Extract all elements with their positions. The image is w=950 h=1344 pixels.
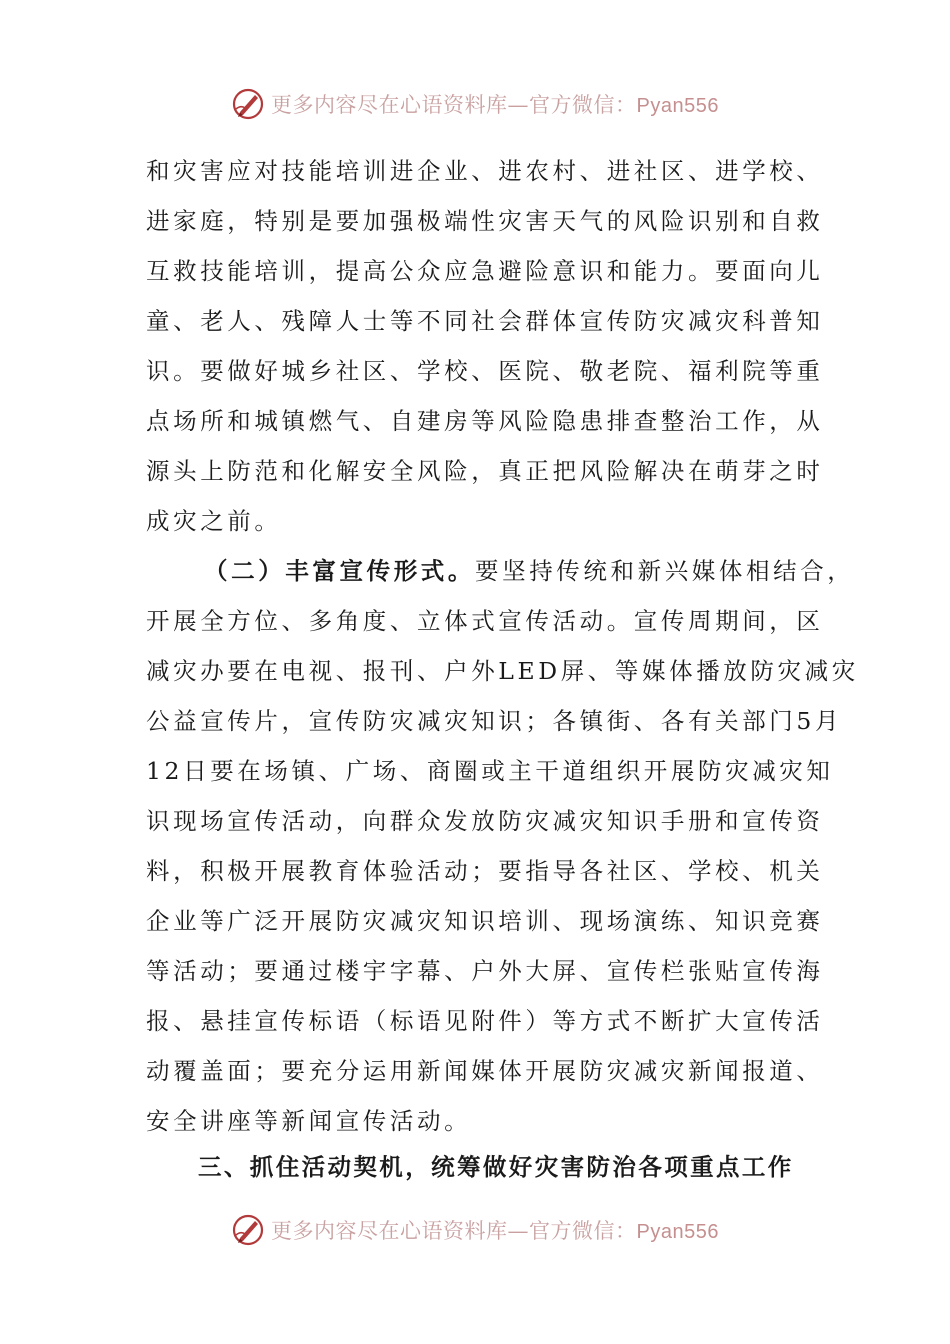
watermark-text — [271, 89, 719, 119]
footer-watermark — [0, 1210, 950, 1250]
text-line: 进家庭，特别是要加强极端性灾害天气的风险识别和自救 — [146, 207, 824, 235]
text-line: 料，积极开展教育体验活动；要指导各社区、学校、机关 — [146, 857, 824, 885]
text-line: 和灾害应对技能培训进企业、进农村、进社区、进学校、 — [146, 157, 824, 185]
section-heading: 三、抓住活动契机，统筹做好灾害防治各项重点工作 — [198, 1153, 794, 1181]
text-line: 公益宣传片，宣传防灾减灾知识；各镇街、各有关部门5月 — [146, 707, 843, 735]
text-line: 12日要在场镇、广场、商圈或主干道组织开展防灾减灾知 — [146, 757, 834, 785]
text-line: 点场所和城镇燃气、自建房等风险隐患排查整治工作，从 — [146, 407, 824, 435]
text-line: 开展全方位、多角度、立体式宣传活动。宣传周期间，区 — [146, 607, 824, 635]
pen-logo-icon — [231, 1213, 265, 1247]
watermark-caption: 更多内容尽在心语资料库—官方微信： — [271, 93, 637, 117]
pen-logo-icon — [231, 87, 265, 121]
watermark-text — [271, 1215, 719, 1245]
text-line: 识现场宣传活动，向群众发放防灾减灾知识手册和宣传资 — [146, 807, 824, 835]
text-line: 成灾之前。 — [146, 507, 282, 535]
text-span: 要坚持传统和新兴媒体相结合， — [475, 557, 855, 585]
text-line: 源头上防范和化解安全风险，真正把风险解决在萌芽之时 — [146, 457, 824, 485]
text-line: 安全讲座等新闻宣传活动。 — [146, 1107, 472, 1135]
text-line: 等活动；要通过楼宇字幕、户外大屏、宣传栏张贴宣传海 — [146, 957, 824, 985]
paragraph-first-line — [146, 546, 855, 596]
subsection-title: （二）丰富宣传形式。 — [204, 557, 475, 585]
text-line: 互救技能培训，提高公众应急避险意识和能力。要面向儿 — [146, 257, 824, 285]
document-body — [146, 146, 859, 1146]
text-line: 动覆盖面；要充分运用新闻媒体开展防灾减灾新闻报道、 — [146, 1057, 824, 1085]
header-watermark — [0, 84, 950, 124]
text-line: 减灾办要在电视、报刊、户外LED屏、等媒体播放防灾减灾 — [146, 657, 859, 685]
watermark-caption: 更多内容尽在心语资料库—官方微信： — [271, 1219, 637, 1243]
text-line: 童、老人、残障人士等不同社会群体宣传防灾减灾科普知 — [146, 307, 824, 335]
text-line: 企业等广泛开展防灾减灾知识培训、现场演练、知识竞赛 — [146, 907, 824, 935]
text-line: 报、悬挂宣传标语（标语见附件）等方式不断扩大宣传活 — [146, 1007, 824, 1035]
text-line: 识。要做好城乡社区、学校、医院、敬老院、福利院等重 — [146, 357, 824, 385]
watermark-wechat-id: Pyan556 — [636, 95, 719, 117]
watermark-wechat-id: Pyan556 — [636, 1221, 719, 1243]
